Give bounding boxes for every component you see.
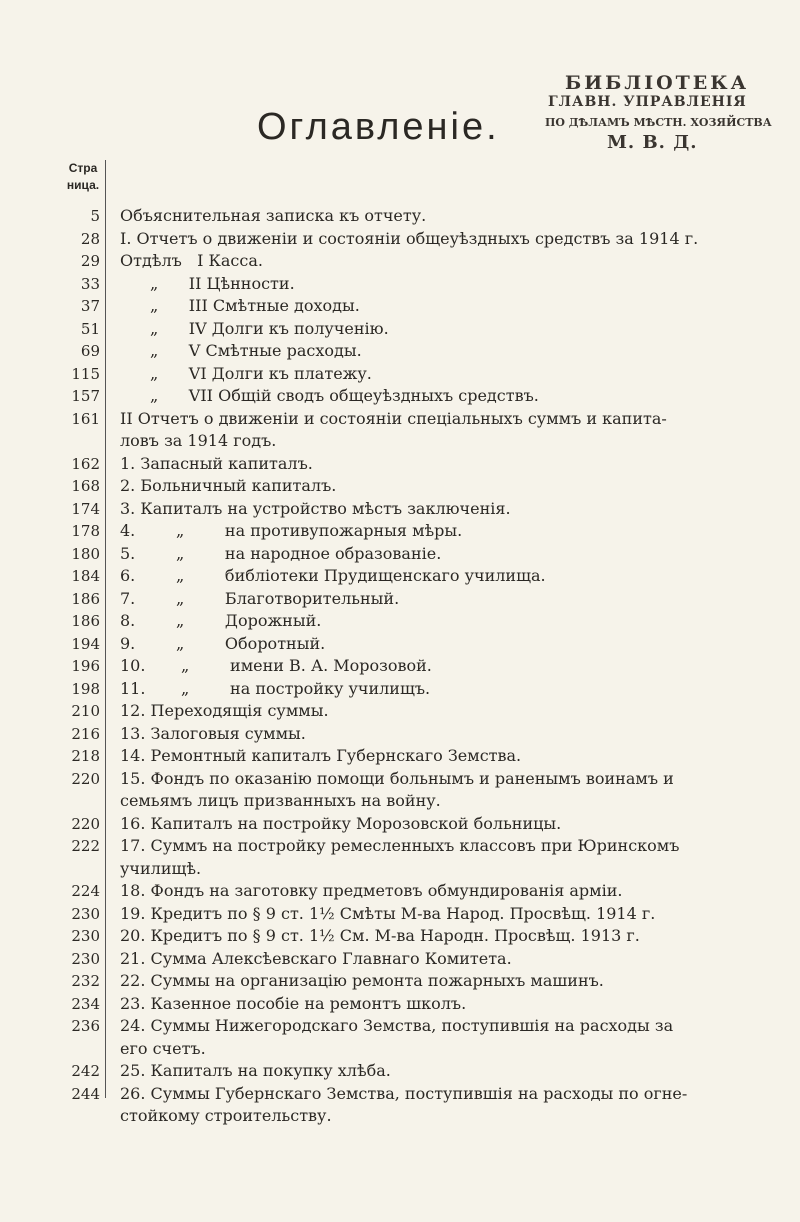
toc-entry [40, 993, 760, 1016]
toc-page-number: 29 [80, 252, 100, 270]
toc-entry-title: 25. Капиталъ на покупку хлѣба. [120, 1061, 391, 1080]
toc-page-number: 178 [71, 522, 100, 540]
toc-entry [40, 340, 760, 363]
toc-entry-title: 13. Залоговыя суммы. [120, 723, 306, 743]
page-title: Оглавленіе. [257, 106, 500, 148]
toc-entry-title: 8. „ Дорожный. [120, 611, 322, 630]
toc-page-number: 28 [80, 229, 100, 248]
toc-entry-title: 16. Капиталъ на постройку Морозовской больницы. [120, 813, 562, 833]
toc-entry-title: Отдѣлъ I Касса. [120, 251, 263, 270]
toc-entry [40, 363, 760, 386]
toc-page-number: 230 [71, 949, 100, 968]
toc-page-number: 198 [71, 679, 100, 698]
toc-page-number: 5 [90, 207, 100, 225]
toc-entry-title: I. Отчетъ о движеніи и состояніи общеуѣздныхъ средствъ за 1914 г. [120, 228, 699, 248]
toc-page-number: 174 [71, 499, 100, 518]
toc-entry-title: „ IV Долги къ полученію. [150, 318, 389, 338]
toc-page-number: 210 [71, 702, 100, 720]
toc-entry-continuation: семьямъ лицъ призванныхъ на войну. [120, 791, 441, 810]
toc-page-number: 242 [71, 1062, 100, 1080]
toc-entry-title: 26. Суммы Губернскаго Земства, поступившія на расходы по огне- [120, 1083, 688, 1103]
toc-entry [40, 385, 760, 408]
toc-entry-title: „ VII Общій сводъ общеуѣздныхъ средствъ. [150, 386, 539, 405]
toc-page-number: 180 [71, 544, 100, 563]
toc-entry [40, 543, 760, 566]
toc-page-number: 230 [71, 927, 100, 945]
toc-page-number: 186 [71, 589, 100, 608]
toc-page-number: 161 [71, 409, 100, 428]
toc-entry [40, 655, 760, 678]
toc-entry-title: 6. „ библіотеки Прудищенскаго училища. [120, 566, 546, 585]
toc-entry-title: 7. „ Благотворительный. [120, 588, 400, 608]
toc-entry-title: „ V Смѣтные расходы. [150, 341, 362, 360]
toc-entry [40, 588, 760, 611]
toc-entry-title: 5. „ на народное образованіе. [120, 543, 442, 563]
toc-entry [40, 295, 760, 318]
toc-page-number: 184 [71, 567, 100, 585]
toc-entry-title: 17. Суммъ на постройку ремесленныхъ классовъ при Юринскомъ [120, 836, 680, 855]
toc-entry-title: 1. Запасный капиталъ. [120, 453, 313, 473]
toc-entry-continuation: училищѣ. [120, 858, 202, 878]
toc-page-number: 220 [71, 814, 100, 833]
toc-entry [40, 835, 760, 880]
toc-entry [40, 228, 760, 251]
toc-entry [40, 453, 760, 476]
toc-entry-title: 12. Переходящія суммы. [120, 701, 329, 720]
toc-entry-title: 22. Суммы на организацію ремонта пожарныхъ машинъ. [120, 971, 604, 990]
toc-entry [40, 498, 760, 521]
toc-entry [40, 318, 760, 341]
toc-entry [40, 273, 760, 296]
toc-entry-title: 20. Кредитъ по § 9 ст. 1½ См. М-ва Народн. Просвѣщ. 1913 г. [120, 926, 640, 945]
page-column-header [58, 160, 108, 194]
toc-entry [40, 970, 760, 993]
toc-entry-title: 10. „ имени В. А. Морозовой. [120, 656, 432, 675]
toc-entry-title: 3. Капиталъ на устройство мѣстъ заключенія. [120, 498, 511, 518]
toc-entry-title: „ II Цѣнности. [150, 273, 295, 293]
toc-entry [40, 633, 760, 656]
toc-page-number: 220 [71, 769, 100, 788]
toc-page-number: 194 [71, 634, 100, 653]
table-of-contents [40, 205, 760, 1128]
toc-entry [40, 205, 760, 228]
toc-page-number: 232 [71, 972, 100, 990]
toc-entry [40, 1060, 760, 1083]
toc-entry-continuation: его счетъ. [120, 1038, 206, 1058]
toc-page-number: 37 [80, 297, 100, 315]
toc-page-number: 33 [80, 274, 100, 293]
toc-entry-continuation: ловъ за 1914 годъ. [120, 431, 277, 450]
toc-entry [40, 250, 760, 273]
page-column-header-text: Стра ница. [66, 161, 100, 192]
toc-entry-title: 18. Фондъ на заготовку предметовъ обмундированія арміи. [120, 881, 623, 900]
toc-entry-title: 2. Больничный капиталъ. [120, 476, 337, 495]
toc-page-number: 230 [71, 904, 100, 923]
toc-entry-title: 15. Фондъ по оказанію помощи больнымъ и раненымъ воинамъ и [120, 768, 674, 788]
toc-page-number: 51 [80, 319, 100, 338]
stamp-line-department: ПО ДѢЛАМЪ МѢСТН. ХОЗЯЙСТВА [545, 116, 772, 129]
toc-entry-title: „ III Смѣтные доходы. [150, 296, 360, 315]
toc-page-number: 234 [71, 994, 100, 1013]
toc-entry [40, 700, 760, 723]
toc-entry [40, 1015, 760, 1060]
toc-entry [40, 880, 760, 903]
toc-page-number: 196 [71, 657, 100, 675]
toc-entry [40, 745, 760, 768]
toc-entry [40, 813, 760, 836]
toc-page-number: 222 [71, 837, 100, 855]
stamp-line-ministry: М. В. Д. [607, 132, 698, 153]
toc-entry-title: 14. Ремонтный капиталъ Губернскаго Земства. [120, 746, 522, 765]
stamp-line-library: БИБЛІОТЕКА [565, 72, 750, 94]
toc-entry [40, 768, 760, 813]
toc-entry [40, 723, 760, 746]
toc-entry [40, 903, 760, 926]
toc-page-number: 224 [71, 882, 100, 900]
toc-entry [40, 610, 760, 633]
toc-entry [40, 475, 760, 498]
stamp-line-administration: ГЛАВН. УПРАВЛЕНІЯ [548, 94, 747, 110]
toc-page-number: 236 [71, 1017, 100, 1035]
toc-entry [40, 948, 760, 971]
toc-entry-title: „ VI Долги къ платежу. [150, 363, 372, 383]
toc-page-number: 244 [71, 1084, 100, 1103]
toc-page-number: 69 [80, 342, 100, 360]
toc-entry [40, 1083, 760, 1128]
toc-entry [40, 565, 760, 588]
toc-entry-continuation: стойкому строительству. [120, 1106, 332, 1125]
toc-entry-title: II Отчетъ о движеніи и состояніи спеціальныхъ суммъ и капита- [120, 408, 667, 428]
toc-entry-title: 21. Сумма Алексѣевскаго Главнаго Комитета. [120, 948, 512, 968]
toc-page-number: 168 [71, 477, 100, 495]
toc-entry-title: 9. „ Оборотный. [120, 633, 326, 653]
toc-page-number: 115 [71, 364, 100, 383]
toc-entry-title: 24. Суммы Нижегородскаго Земства, поступившія на расходы за [120, 1016, 674, 1035]
toc-page-number: 186 [71, 612, 100, 630]
toc-entry-title: Объяснительная записка къ отчету. [120, 206, 427, 225]
toc-entry-title: 4. „ на противупожарныя мѣры. [120, 521, 463, 540]
toc-entry [40, 678, 760, 701]
toc-entry-title: 19. Кредитъ по § 9 ст. 1½ Смѣты М-ва Народ. Просвѣщ. 1914 г. [120, 903, 656, 923]
toc-page-number: 157 [71, 387, 100, 405]
toc-entry [40, 925, 760, 948]
toc-page-number: 162 [71, 454, 100, 473]
toc-entry [40, 408, 760, 453]
toc-entry-title: 23. Казенное пособіе на ремонтъ школъ. [120, 993, 467, 1013]
toc-page-number: 216 [71, 724, 100, 743]
toc-entry [40, 520, 760, 543]
toc-page-number: 218 [71, 747, 100, 765]
toc-entry-title: 11. „ на постройку училищъ. [120, 678, 431, 698]
